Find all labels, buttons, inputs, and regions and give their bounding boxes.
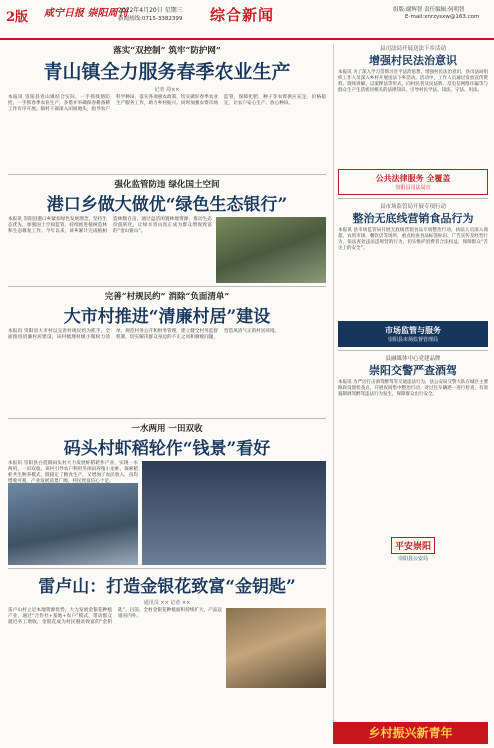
- side2-body: 本报讯 县市场监管局开展无底线营销食品专项整治行动，执法人员深入商超、农贸市场、餐饮店等场所，重点检查食品标签标识、广告宣传及经营行为，依法查处违法违规营销行为，切实维护消费者合法权益，保障群众“舌尖上的安全”。: [338, 228, 488, 251]
- story2-kicker: 强化监管防违 绿化国土空间: [114, 180, 220, 190]
- stamp-title: 平安崇阳: [391, 537, 435, 554]
- issue-date: 2022年4月20日 星期三: [118, 7, 183, 14]
- section-title: 综合新闻: [210, 6, 275, 24]
- story5-photo: [226, 608, 326, 688]
- story4-kicker: 一水两用 一田双收: [131, 424, 203, 434]
- ad-market-line: 崇阳县市场监督管理局: [387, 337, 438, 343]
- lead-body: 本报讯 崇阳县青山镇结合实际，一手抓疫情防控、一手抓春季农业生产，多措并举确保春耕备耕工作有序开展。镇村干部深入田间地头，指导农户科学种田，落实各项惠农政策，切实做好春季农业生产服务工作，助力乡村振兴。同时加强农资市场监管，保障化肥、种子等农资供应充足、价格稳定，让农户安心生产、放心种田。: [8, 95, 326, 112]
- story5-byline: 通讯员 ×× 记者 ××: [143, 600, 191, 606]
- story3-body: 本报讯 崇阳县大市村以完善村规民约为抓手，全面推进清廉村居建设。该村梳理村级小微权力清单，规范村务公开和财务管理，建立健全村务监督机制，切实解决群众身边的不正之风和腐败问题，营造风清气正的村居环境。: [8, 329, 280, 340]
- ad-market-service: [338, 321, 488, 347]
- lead-byline: 记者 周××: [154, 87, 180, 93]
- youth-banner: 乡村振兴新青年: [333, 722, 488, 744]
- editor-credits: 组版:谢辉智 责任编辑:何明智: [393, 7, 465, 13]
- safe-chongyang-stamp: [338, 534, 488, 562]
- masthead: [0, 0, 494, 40]
- side1-body: 本报讯 为了深入学习贯彻习近平法治思想，增强村民法治意识，县司法局组织工作人员深入乡村开展送法下乡活动。活动中，工作人员通过发放宣传资料、现场讲解、以案释法等形式，向村民普及民法典、反电信网络诈骗等与群众生产生活密切相关的法律知识，引导村民学法、知法、守法、用法。: [338, 70, 488, 93]
- story3-kicker: 完善“村规民约” 消除“负面清单”: [104, 292, 230, 302]
- lead-kicker: 落实“双控制” 筑牢“防护网”: [113, 46, 221, 56]
- side1-headline: 增强村民法治意识: [369, 54, 457, 67]
- story5-body: 雷卢山村立足本地资源优势，大力发展金银花种植产业，通过“合作社+基地+农户”模式，带动群众就近务工增收，金银花成为村民脱贫致富的“金钥匙”。目前，全村金银花种植面积持续扩大，产品远销省内外。: [8, 608, 222, 625]
- side2-headline: 整治无底线营销食品行为: [352, 212, 474, 225]
- page-number: 2版: [6, 10, 29, 25]
- main-column: [8, 44, 326, 688]
- side3-body: 本报讯 为严厉打击酒驾醉驾等交通违法行为，县公安局交警大队在城区主要路段设置检查点，开展夜间集中整治行动，对过往车辆逐一进行检查，有效遏制酒驾醉驾违法行为发生，保障群众出行安全。: [338, 380, 488, 397]
- side3-headline: 崇阳交警严查酒驾: [369, 364, 457, 377]
- story4-photo: [8, 483, 138, 565]
- news-hotline: 新闻热线:0715-3382399: [118, 16, 183, 22]
- lead-headline: 青山镇全力服务春季农业生产: [43, 61, 291, 83]
- story4-photo-large: [142, 461, 326, 565]
- story2-body: 本报讯 崇阳县港口乡紧扣绿色发展理念，坚持生态优先，加强国土空间监管，持续推进植树造林和生态修复工作。今年以来，该乡累计完成植树造林数百亩，通过盘活闲置林地资源，推动生态价值转化，让绿水青山真正成为群众增收致富的“金山银山”。: [8, 217, 212, 234]
- story3-headline: 大市村推进“清廉村居”建设: [63, 307, 271, 327]
- story4-body: 本报讯 崇阳县白霓镇码头村大力发展虾稻轮作产业，实现一水两用、一田双收。该村引导农户利用冬闲田养殖小龙虾，探索稻虾共生种养模式，既稳定了粮食生产，又增加了农民收入，亩均增收可观，产业发展前景广阔，村民致富信心十足。: [8, 461, 138, 484]
- side1-kicker: 县司法局开展送法下乡活动: [379, 46, 446, 52]
- paper-name: 咸宁日报 崇阳周刊: [44, 8, 128, 19]
- ad-market-title: 市场监管与服务: [385, 325, 441, 335]
- ad-legal-title: 公共法律服务 全覆盖: [375, 173, 451, 183]
- ad-legal-line: 崇阳县司法局宣: [395, 185, 431, 191]
- ad-legal-service: [338, 169, 488, 195]
- story4-headline: 码头村虾稻轮作“钱景”看好: [63, 439, 271, 459]
- stamp-line: 崇阳县公安局: [397, 556, 428, 562]
- contact-email: E-mail:xnrzysxw@163.com: [405, 14, 480, 20]
- story2-photo: [216, 217, 326, 283]
- side3-kicker: 县融媒体中心党建品牌: [385, 356, 441, 362]
- story5-headline: 雷卢山：打造金银花致富“金钥匙”: [38, 577, 296, 597]
- side2-kicker: 县市场监管局开展专项行动: [379, 204, 446, 210]
- side-column: [333, 44, 488, 744]
- story2-headline: 港口乡做大做优“绿色生态银行”: [46, 195, 288, 215]
